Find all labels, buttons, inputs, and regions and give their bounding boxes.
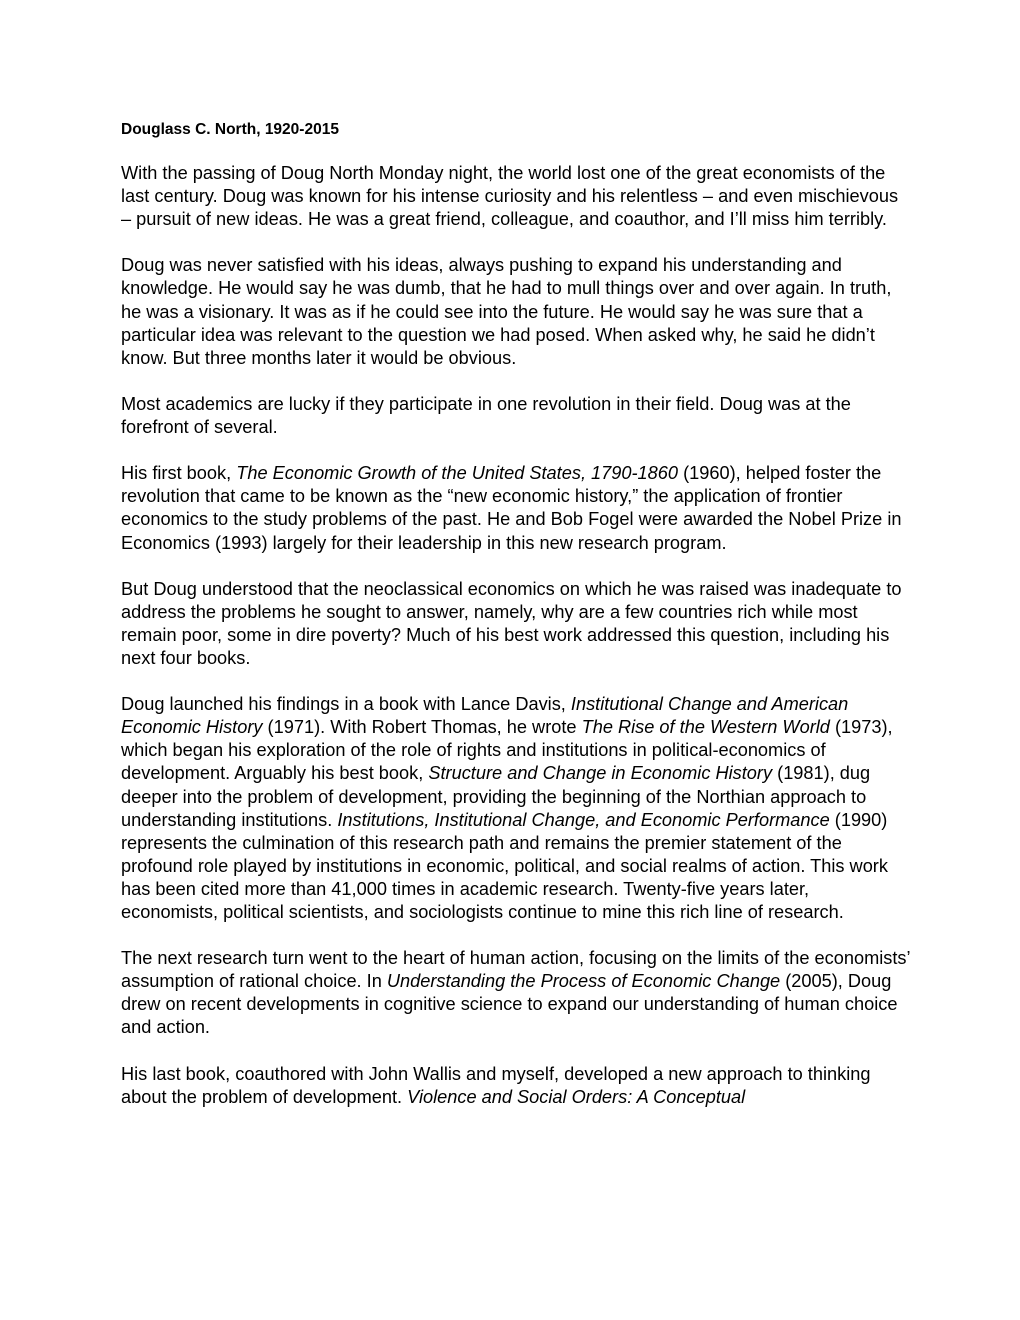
paragraph: [121, 693, 911, 924]
text-run: (1971). With Robert Thomas, he wrote: [262, 717, 582, 738]
text-run: (1960), helped foster the revolution that came to be known as the “new economic history,” the application of frontier economics to the study problems of the past. He and Bob Fogel were awarded the Nobel Prize in Economics (1993) largely for their leadership in this new research program.: [121, 463, 902, 553]
book-title-italic: The Economic Growth of the United States, 1790-1860: [236, 463, 679, 484]
text-run: With the passing of Doug North Monday night, the world lost one of the great economists of the last century. Doug was known for his intense curiosity and his relentless – and even mischievous – pursuit of new ideas. He was a great friend, colleague, and coauthor, and I’ll miss him terribly.: [121, 163, 899, 230]
text-run: (1981), dug deeper into the problem of development, providing the beginning of the Northian approach to understanding institutions.: [121, 763, 871, 830]
paragraph: [121, 462, 911, 554]
text-run: (2005), Doug drew on recent developments in cognitive science to expand our understanding of human choice and action.: [121, 971, 898, 1038]
text-run: The next research turn went to the heart of human action, focusing on the limits of the economists’ assumption of rational choice. In: [121, 948, 910, 992]
book-title-italic: Understanding the Process of Economic Change: [386, 971, 781, 992]
text-run: But Doug understood that the neoclassical economics on which he was raised was inadequate to address the problems he sought to answer, namely, why are a few countries rich while most remain poor, some in dire poverty? Much of his best work addressed this question, including his next four books.: [121, 578, 902, 668]
document-title: Douglass C. North, 1920-2015: [121, 121, 339, 138]
book-title-italic: Institutional Change and American Economic History: [121, 694, 849, 738]
book-title-italic: Institutions, Institutional Change, and Economic Performance: [337, 809, 830, 830]
paragraph: [121, 393, 911, 439]
text-run: Doug launched his findings in a book with Lance Davis,: [121, 694, 571, 715]
document-page: [121, 120, 911, 1132]
book-title-italic: Violence and Social Orders: A Conceptual: [407, 1086, 746, 1107]
text-run: His last book, coauthored with John Wallis and myself, developed a new approach to thinking about the problem of development.: [121, 1063, 871, 1107]
book-title-italic: Structure and Change in Economic History: [428, 763, 773, 784]
book-title-italic: The Rise of the Western World: [581, 717, 830, 738]
text-run: (1973), which began his exploration of the role of rights and institutions in political-economics of development. Arguably his best book,: [121, 717, 893, 784]
paragraph: [121, 1063, 911, 1109]
paragraph: [121, 578, 911, 670]
paragraph: [121, 254, 911, 369]
text-run: His first book,: [121, 463, 237, 484]
text-run: Doug was never satisfied with his ideas, always pushing to expand his understanding and knowledge. He would say he was dumb, that he had to mull things over and over again. In truth, he was a visionary. It was as if he could see into the future. He would say he was sure that a particular idea was relevant to the question we had posed. When asked why, he said he didn’t know. But three months later it would be obvious.: [121, 255, 892, 368]
text-run: (1990) represents the culmination of this research path and remains the premier statement of the profound role played by institutions in economic, political, and social realms of action. This work has been cited more than 41,000 times in academic research. Twenty-five years later, economists, political scientists, and sociologists continue to mine this rich line of research.: [121, 809, 888, 922]
paragraph: [121, 162, 911, 231]
document-body: [121, 162, 911, 1109]
text-run: Most academics are lucky if they participate in one revolution in their field. Doug was at the forefront of several.: [121, 393, 851, 438]
paragraph: [121, 947, 911, 1039]
